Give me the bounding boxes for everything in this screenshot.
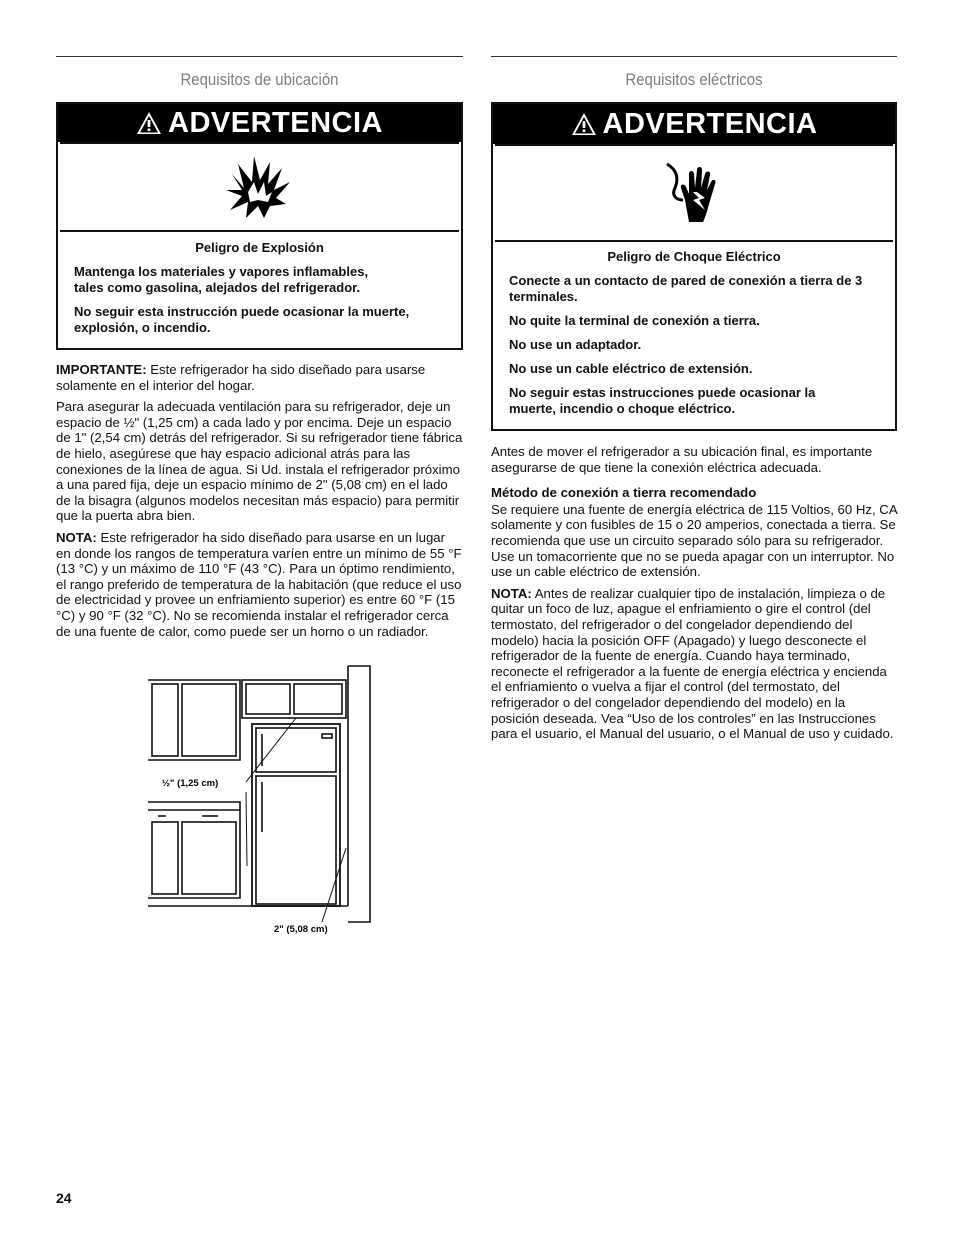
clearance-diagram bbox=[146, 662, 376, 942]
warning-icon-area bbox=[495, 144, 893, 242]
paragraph-text: Este refrigerador ha sido diseñado para usarse solamente en el interior del hogar. bbox=[56, 362, 426, 393]
warning-triangle-icon bbox=[571, 112, 597, 136]
subheading: Método de conexión a tierra recomendado bbox=[491, 485, 757, 501]
right-column bbox=[491, 56, 897, 748]
electric-shock-hand-icon bbox=[659, 158, 729, 228]
warning-triangle-icon bbox=[136, 111, 162, 135]
paragraph: Antes de mover el refrigerador a su ubicación final, es importante asegurarse de que tiene la conexión eléctrica adecuada. bbox=[491, 444, 873, 475]
label-two-inch: 2" (5,08 cm) bbox=[274, 924, 328, 935]
paragraph bbox=[56, 362, 463, 393]
label-half-inch: ½" (1,25 cm) bbox=[162, 778, 219, 789]
section-title-location: Requisitos de ubicación bbox=[180, 70, 339, 89]
section-title-electrical: Requisitos eléctricos bbox=[625, 70, 763, 89]
paragraph bbox=[56, 399, 463, 524]
warning-title: ADVERTENCIA bbox=[168, 106, 383, 139]
warning-line: Conecte a un contacto de pared de conexión a tierra de 3 terminales. bbox=[509, 273, 863, 304]
paragraph-text: Se requiere una fuente de energía eléctrica de 115 Voltios, 60 Hz, CA solamente y con fusibles de 15 o 20 amperios, conectada a tierra. Se recomienda que use un circuito separado sólo para su refrigerador. Use un tomacorriente que no se pueda apagar con un interruptor. No use un cable eléctrico de extensión. bbox=[491, 501, 897, 580]
page-number: 24 bbox=[56, 1190, 72, 1206]
warning-header bbox=[58, 104, 461, 142]
paragraph-lead: IMPORTANTE: bbox=[56, 362, 147, 377]
warning-line: No seguir esta instrucción puede ocasionar la muerte, explosión, o incendio. bbox=[74, 304, 410, 335]
warning-body bbox=[493, 242, 895, 429]
warning-line: Mantenga los materiales y vapores inflamables, tales como gasolina, alejados del refrigerador. bbox=[74, 264, 369, 295]
paragraph-text: Para asegurar la adecuada ventilación para su refrigerador, deje un espacio de ½" (1,25 cm) a cada lado y por encima. Deje un espacio de 1" (2,54 cm) detrás del refrigerador. Si su refrigerador tiene fábrica de hielo, asegúrese que hay espacio adicional atrás para las conexiones de la línea de agua. Si Ud. instala el refrigerador próximo a una pared fija, deje un espacio mínimo de 2" (5,08 cm) en el lado de la bisagra (algunos modelos necesitan más espacio) para permitir que la puerta abra bien. bbox=[56, 399, 463, 524]
hazard-title: Peligro de Explosión bbox=[195, 240, 324, 255]
warning-line: No use un adaptador. bbox=[509, 337, 642, 352]
hazard-title: Peligro de Choque Eléctrico bbox=[607, 249, 781, 264]
warning-line: No quite la terminal de conexión a tierra. bbox=[509, 313, 760, 328]
warning-box-explosion bbox=[56, 102, 463, 350]
paragraph-text: Antes de realizar cualquier tipo de instalación, limpieza o de quitar un foco de luz, apague el enfriamiento o gire el control (del termostato, del refrigerador o del congelador dependiendo del modelo) hacia la posición OFF (Apagado) y luego desconecte el refrigerador de la fuente de energía. Cuando haya terminado, reconecte el refrigerador a la fuente de energía eléctrica y encienda el enfriamiento o vuelva a fijar el control (del termostato, del refrigerador o del congelador dependiendo del modelo) en la posición deseada. Vea “Uso de los controles” en las Instrucciones para el usuario, el Manual del usuario, o el Manual de uso y cuidado. bbox=[491, 585, 894, 742]
paragraph bbox=[56, 530, 463, 639]
paragraph bbox=[491, 586, 897, 742]
body-text bbox=[56, 362, 463, 639]
warning-body bbox=[58, 232, 461, 348]
body-text bbox=[491, 444, 897, 742]
warning-header bbox=[493, 104, 895, 144]
warning-box-electric bbox=[491, 102, 897, 431]
warning-line: No use un cable eléctrico de extensión. bbox=[509, 361, 753, 376]
top-rule bbox=[491, 56, 897, 57]
paragraph-lead: NOTA: bbox=[56, 529, 97, 545]
paragraph-text: Este refrigerador ha sido diseñado para usarse en un lugar en donde los rangos de temperatura varíen entre un mínimo de 55 °F (13 °C) y un máximo de 110 °F (43 °C). Para un óptimo rendimiento, el rango preferido de temperatura de la habitación (que reduce el uso de electricidad y provee un enfriamiento superior) es entre 60 °F (15 °C) y 90 °F (32 °C). No se recomienda instalar el refrigerador cerca de una fuente de calor, como puede ser un horno o un radiador. bbox=[56, 529, 462, 639]
warning-title: ADVERTENCIA bbox=[602, 107, 818, 140]
top-rule bbox=[56, 56, 463, 57]
paragraph bbox=[491, 502, 897, 580]
warning-icon-area bbox=[60, 142, 459, 232]
warning-line: No seguir estas instrucciones puede ocasionar la muerte, incendio o choque eléctrico. bbox=[509, 385, 816, 416]
paragraph-lead: NOTA: bbox=[491, 585, 532, 601]
explosion-icon bbox=[224, 152, 296, 222]
left-column bbox=[56, 56, 463, 645]
